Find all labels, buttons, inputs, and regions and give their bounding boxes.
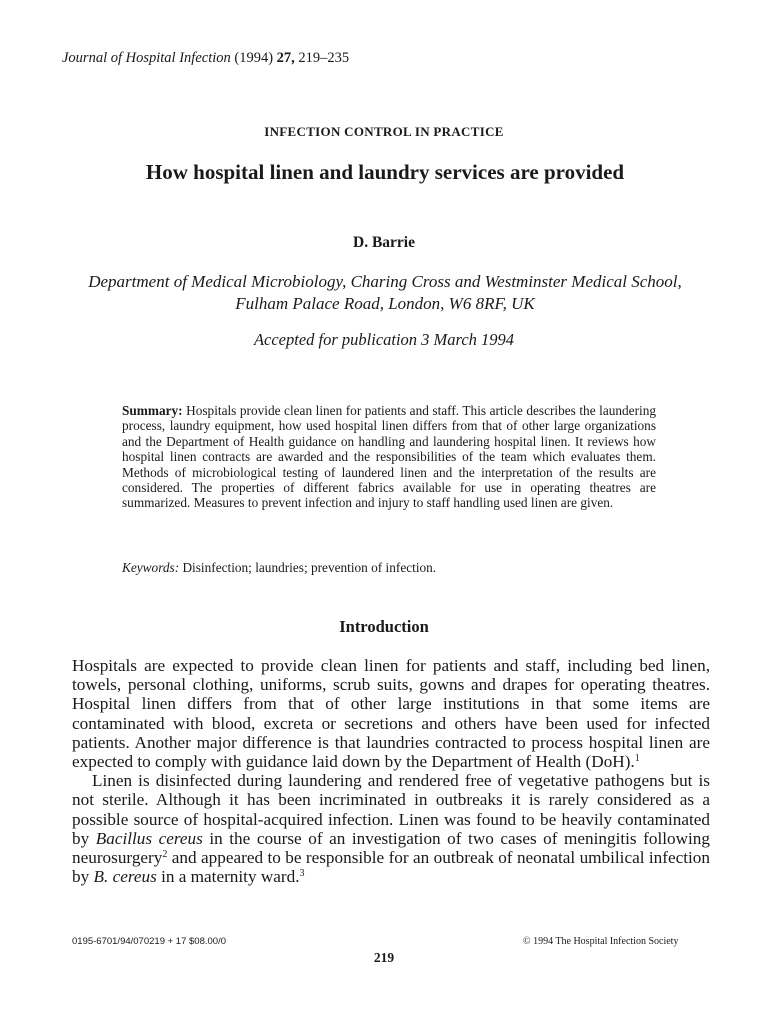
journal-citation	[62, 50, 349, 67]
footer-code: 0195-6701/94/070219 + 17 $08.00/0	[72, 936, 226, 947]
species-name: B. cereus	[93, 867, 157, 887]
summary	[122, 403, 656, 511]
summary-label: Summary:	[122, 403, 183, 418]
journal-volume: 27,	[276, 50, 295, 66]
page-number: 219	[373, 950, 395, 965]
section-label: INFECTION CONTROL IN PRACTICE	[264, 124, 504, 139]
summary-text: Hospitals provide clean linen for patients and staff. This article describes the laundering process, laundry equipment, how used hospital linen differs from that of other large organizations and the Department of Health guidance on handling and laundering hospital linen. It reviews how hospital linen contracts are awarded and the responsibilities of the team which evaluates them. Methods of microbiological testing of laundered linen and the interpretation of the results are considered. The properties of different fabrics available for use in operating theatres are summarized. Measures to prevent infection and injury to staff handling used linen are given.	[122, 403, 656, 511]
journal-name: Journal of Hospital Infection	[62, 50, 231, 66]
article-title: How hospital linen and laundry services are provided	[145, 160, 625, 184]
journal-year: (1994)	[234, 50, 274, 66]
reference-1[interactable]: 1	[634, 753, 640, 765]
paragraph: Linen is disinfected during laundering and rendered free of vegetative pathogens but is not sterile. Although it has been incriminated in outbreaks it is rarely considered as a possible source of hospital-acquired infection. Linen was found to be heavily contaminated by Bacillus cereus in the course of an investigation of two cases of meningitis following neurosurgery$^2$ and appeared to be responsible for an outbreak of neonatal umbilical infection by B. cereus in a maternity ward.$^3$	[72, 771, 710, 887]
footer-copyright: © 1994 The Hospital Infection Society	[523, 936, 679, 947]
author: D. Barrie	[353, 234, 415, 251]
keywords	[122, 560, 656, 576]
affiliation: Department of Medical Microbiology, Charing Cross and Westminster Medical School, Fulham Palace Road, London, W6 8RF, UK	[88, 272, 682, 313]
keywords-label: Keywords:	[122, 560, 180, 575]
species-name: Bacillus cereus	[95, 828, 203, 848]
reference-2[interactable]: 2	[162, 849, 168, 861]
paragraph: Hospitals are expected to provide clean linen for patients and staff, including bed linen, towels, personal clothing, uniforms, scrub suits, gowns and drapes for operating theatres. Hospital linen differs from that of other large institutions in that some items are contaminated with blood, excreta or secretions and others have been used for infected patients. Another major difference is that laundries contracted to process hospital linen are expected to comply with guidance laid down by the Department of Health (DoH).$^1$	[72, 656, 710, 772]
introduction-body	[72, 656, 710, 886]
keywords-text: Disinfection; laundries; prevention of infection.	[182, 560, 437, 575]
reference-3[interactable]: 3	[299, 868, 305, 880]
accepted-date: Accepted for publication 3 March 1994	[253, 330, 515, 349]
introduction-heading: Introduction	[339, 617, 429, 636]
journal-pages: 219–235	[298, 50, 350, 66]
